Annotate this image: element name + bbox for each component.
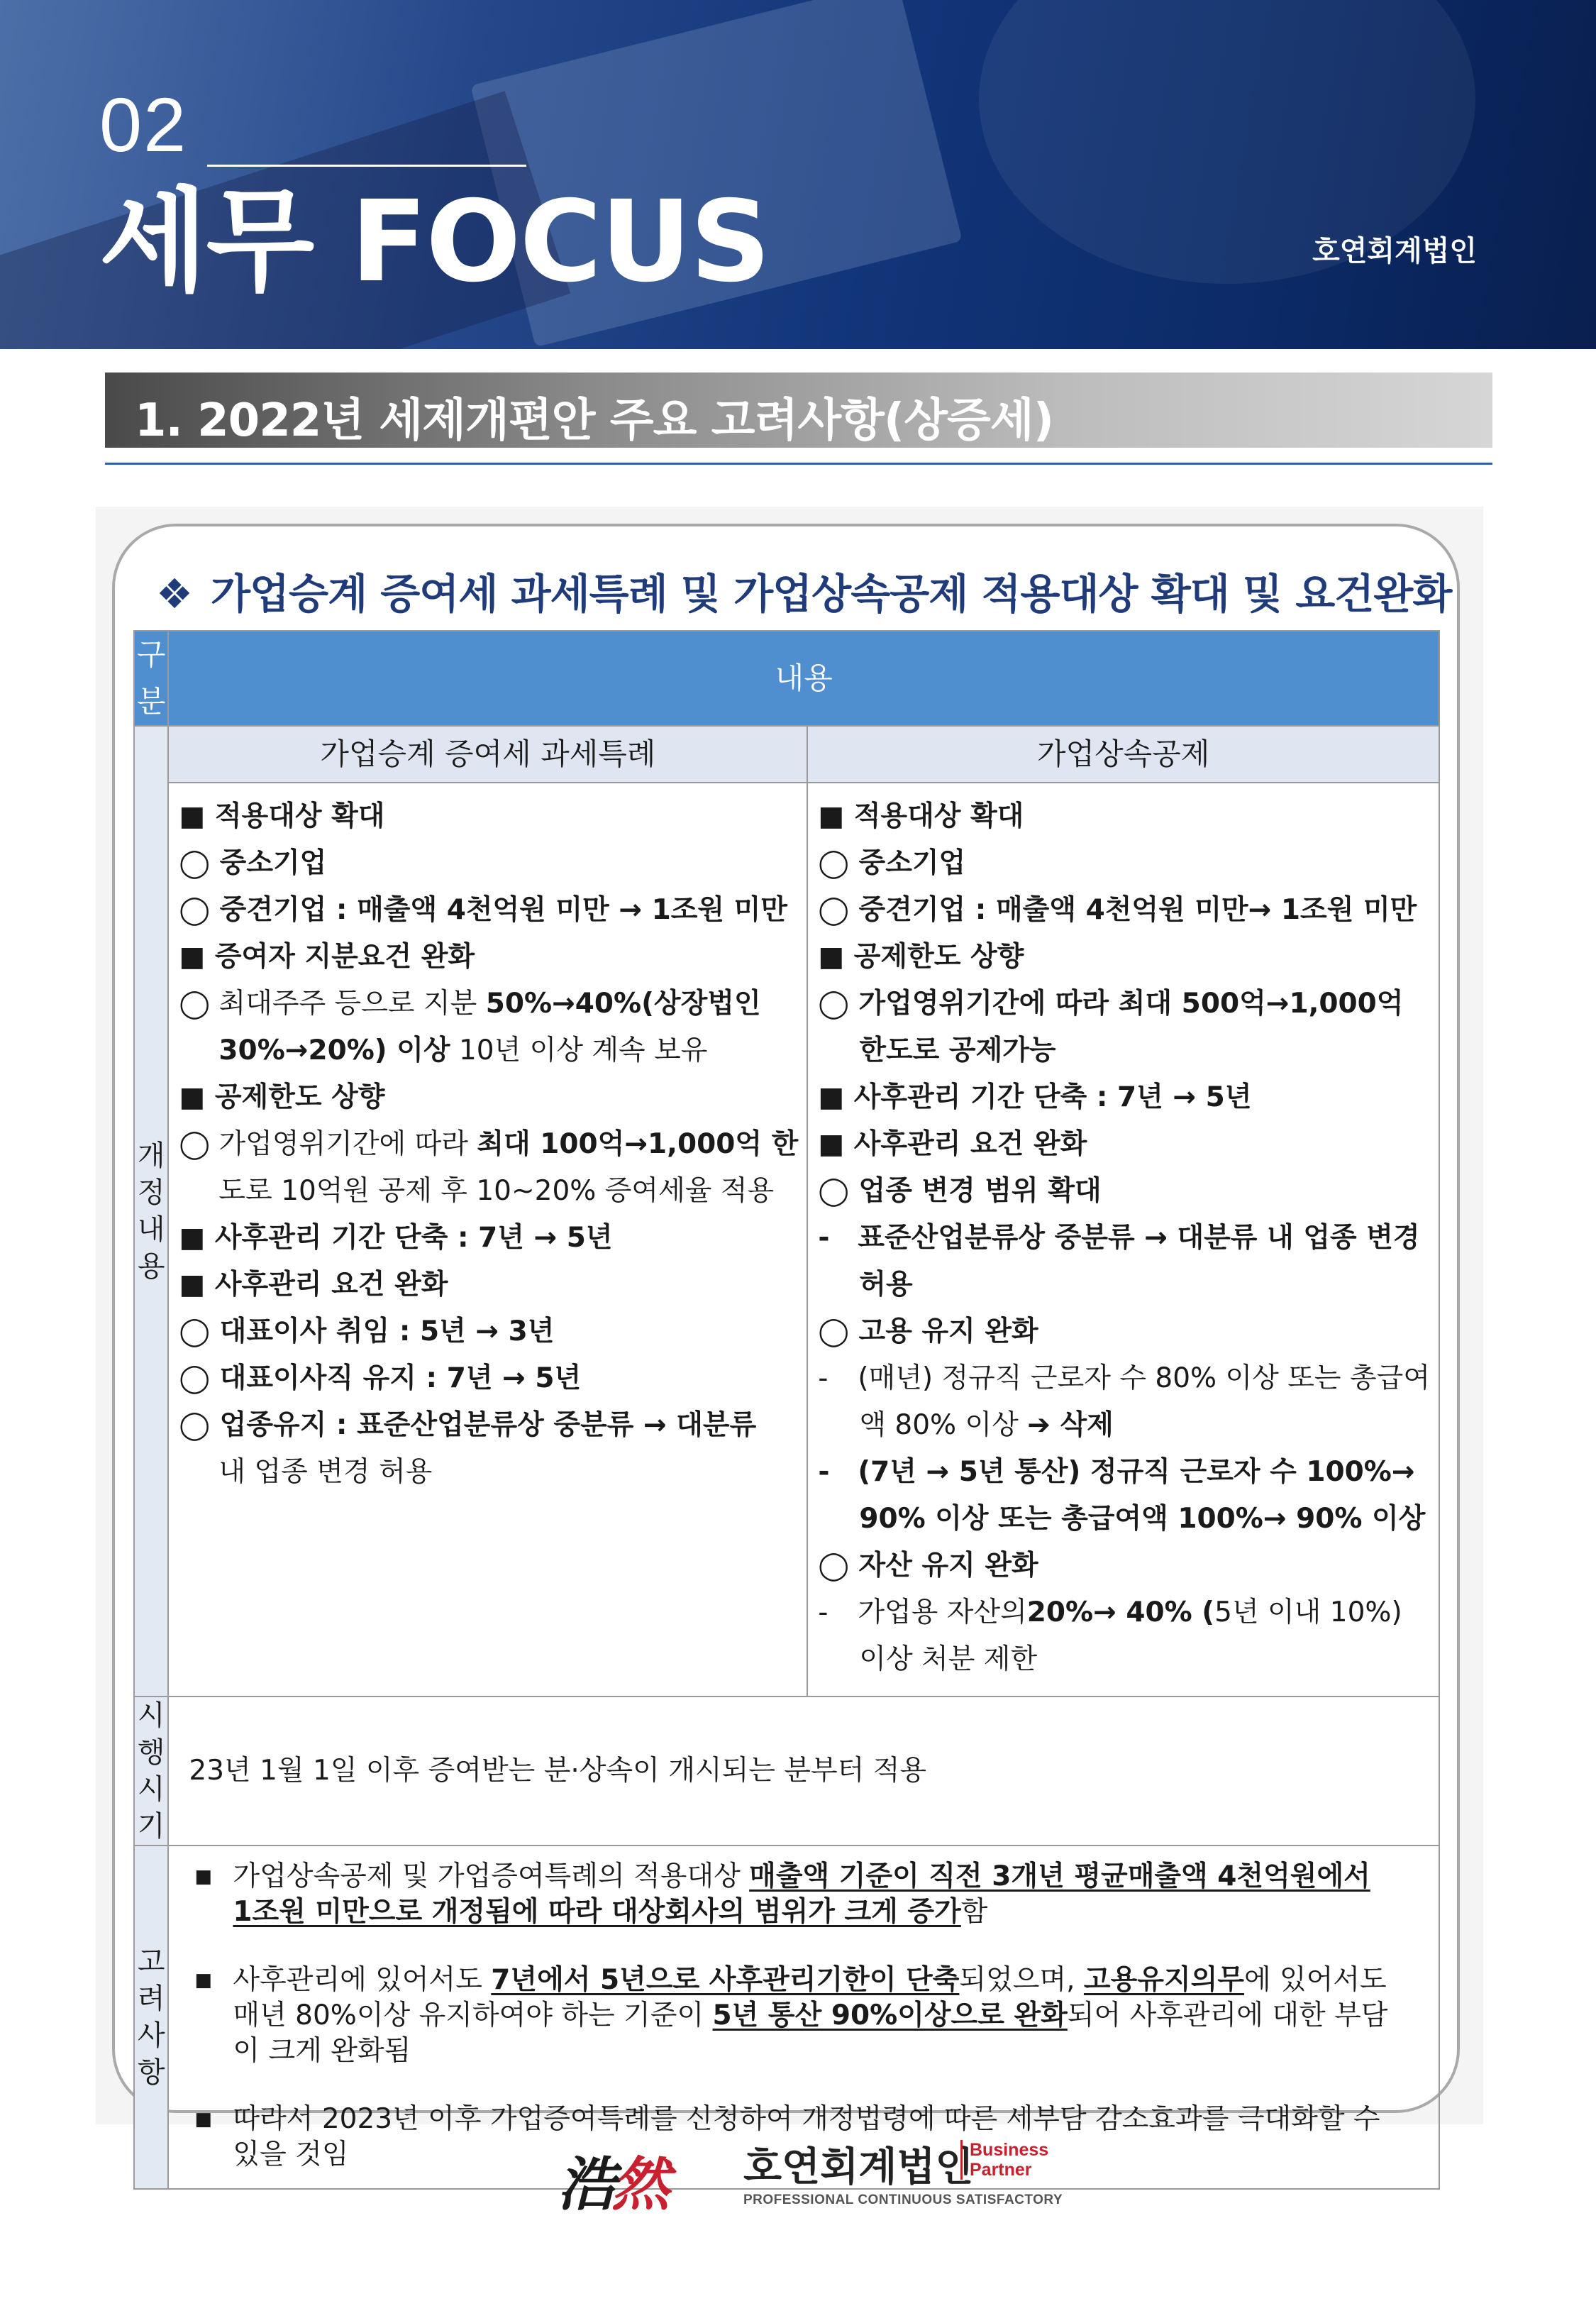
list-item — [818, 1402, 1430, 1449]
list-item: ◯ 중소기업 — [179, 847, 327, 879]
list-item — [189, 1963, 1396, 2069]
note-text: 따라서 2023년 이후 가업증여특례를 신청하여 개정법령에 따른 세부담 감소효과를 극대화할 수 있을 것임 — [233, 2103, 1380, 2170]
list-item: ■ 사후관리 요건 완화 — [818, 1128, 1087, 1160]
diamond-bullet-icon: ❖ — [156, 570, 192, 618]
list-item-text: 10년 이상 계속 보유 — [450, 1035, 708, 1066]
note-emphasis: 5년 통산 90%이상으로 완화 — [712, 1999, 1068, 2031]
note-emphasis: 7년에서 5년으로 사후관리기한이 단축 — [491, 1964, 960, 1996]
list-item-emphasis: 50%→40%(상장법인 — [485, 988, 761, 1020]
card-heading — [156, 561, 1451, 620]
table-row-effective-date — [134, 1697, 1439, 1846]
list-item — [818, 1589, 1430, 1636]
row-label-effective-date: 시행 시기 — [134, 1697, 168, 1846]
section-title: 1. 2022년 세제개편안 주요 고려사항(상증세) — [135, 395, 1053, 447]
list-item-emphasis: 30%→20%) 이상 — [218, 1035, 450, 1066]
list-item-emphasis: 20%→ 40% ( — [1026, 1596, 1215, 1628]
list-item-text: ◯ 최대주주 등으로 지분 — [179, 988, 486, 1020]
list-item: ■ 사후관리 기간 단축 : 7년 → 5년 — [818, 1081, 1252, 1113]
list-item — [818, 1215, 1430, 1262]
list-item-emphasis: ➔ 삭제 — [1027, 1409, 1114, 1441]
list-item: ◯ 자산 유지 완화 — [818, 1550, 1038, 1582]
list-item: ◯ 중견기업 : 매출액 4천억원 미만→ 1조원 미만 — [818, 894, 1417, 926]
list-item-text: (7년 → 5년 통산) 정규직 근로자 수 100%→ — [858, 1456, 1415, 1488]
business-partner-line: Partner — [970, 2160, 1032, 2180]
list-item: ■ 사후관리 기간 단축 : 7년 → 5년 — [179, 1222, 613, 1254]
note-text — [233, 1963, 1396, 2069]
note-text-part: 되어 사후관리에 대한 부담이 크게 완화됨 — [233, 1999, 1388, 2067]
square-bullet-icon: ■ — [194, 1866, 212, 1887]
list-item: 이상 처분 제한 — [859, 1643, 1038, 1675]
footer-tagline: PROFESSIONAL CONTINUOUS SATISFACTORY — [743, 2192, 1063, 2207]
list-item: 도로 10억원 공제 후 10~20% 증여세율 적용 — [218, 1175, 775, 1207]
list-item: 90% 이상 또는 총급여액 100%→ 90% 이상 — [859, 1503, 1426, 1535]
list-item — [818, 1355, 1430, 1402]
note-text-part: 가업상속공제 및 가업증여특례의 적용대상 — [233, 1860, 750, 1892]
card-heading-text: 가업승계 증여세 과세특례 및 가업상속공제 적용대상 확대 및 요건완화 — [211, 570, 1452, 618]
square-bullet-icon: ■ — [194, 2109, 212, 2130]
list-item-text: ◯ 가업영위기간에 따라 — [179, 1128, 477, 1160]
list-item: 허용 — [859, 1269, 913, 1301]
list-item: ◯ 중소기업 — [818, 847, 966, 879]
note-text-part: 함 — [960, 1896, 988, 1928]
effective-date-text: 23년 1월 1일 이후 증여받는 분·상속이 개시되는 분부터 적용 — [168, 1697, 1439, 1846]
header-banner — [0, 0, 1596, 349]
list-item: ■ 공제한도 상향 — [818, 941, 1024, 973]
firm-logo-mark — [558, 2139, 665, 2222]
list-item: 내 업종 변경 허용 — [218, 1456, 433, 1488]
list-item: ◯ 고용 유지 완화 — [818, 1315, 1038, 1347]
square-bullet-icon: ■ — [194, 1970, 212, 1991]
list-item: ◯ 대표이사 취임 : 5년 → 3년 — [179, 1315, 555, 1347]
list-item: ■ 공제한도 상향 — [179, 1081, 385, 1113]
logo-glyph: 然 — [611, 2151, 665, 2219]
section-divider — [105, 463, 1492, 465]
list-item — [818, 1449, 1430, 1496]
list-item-text: 액 80% 이상 — [859, 1409, 1028, 1441]
issue-number-rule — [207, 165, 526, 167]
note-text-part: 사후관리에 있어서도 — [233, 1964, 492, 1996]
dash-marker: - — [818, 1456, 830, 1488]
list-item: ■ 사후관리 요건 완화 — [179, 1269, 448, 1301]
header-content: 내용 — [168, 631, 1439, 726]
list-item: ■ 증여자 지분요건 완화 — [179, 941, 475, 973]
list-item: ◯ 중견기업 : 매출액 4천억원 미만 → 1조원 미만 — [179, 894, 788, 926]
header-category: 구 분 — [134, 631, 168, 726]
list-item — [179, 981, 798, 1027]
dash-marker: - — [818, 1362, 829, 1394]
list-item: ■ 적용대상 확대 — [179, 800, 385, 832]
table-header-row — [134, 631, 1439, 726]
row-label-amendment: 개정 내용 — [134, 726, 168, 1697]
inheritance-deduction-details — [807, 783, 1439, 1697]
subheader-inheritance-deduction: 가업상속공제 — [807, 726, 1439, 783]
list-item — [189, 1859, 1396, 1930]
dash-marker: - — [818, 1596, 829, 1628]
footer-logo — [558, 2136, 1063, 2219]
note-emphasis: 매출액 기준이 직전 3개년 평균매출액 4천억원에서 1조원 미만으로 개정됨에 따라 대상회사의 범위가 크게 증가 — [233, 1860, 1370, 1928]
footer-firm-name: 호연회계법인 — [743, 2144, 974, 2190]
list-item: ■ 적용대상 확대 — [818, 800, 1024, 832]
note-text-part: 에 있어서도 매년 80%이상 유지하여야 하는 기준이 — [233, 1964, 1387, 2031]
list-item-text: 5년 이내 10%) — [1214, 1596, 1402, 1628]
list-item: ◯ 가업영위기간에 따라 최대 500억→1,000억 — [818, 988, 1404, 1020]
gift-tax-details — [168, 783, 807, 1697]
list-item-emphasis: 최대 100억→1,000억 한 — [477, 1128, 799, 1160]
firm-name: 호연회계법인 — [1312, 235, 1477, 267]
table-subheader-row — [134, 726, 1439, 783]
amendment-table — [133, 630, 1440, 2190]
row-label-considerations: 고려 사항 — [134, 1846, 168, 2189]
list-item-text: 표준산업분류상 중분류 → 대분류 내 업종 변경 — [858, 1222, 1420, 1254]
business-partner-label — [960, 2140, 1053, 2180]
subheader-gift-tax: 가업승계 증여세 과세특례 — [168, 726, 807, 783]
issue-number: 02 — [99, 82, 188, 167]
section-title-bar — [105, 373, 1492, 448]
page-title: 세무 FOCUS — [99, 177, 770, 307]
list-item: 한도로 공제가능 — [859, 1035, 1056, 1066]
list-item: ◯ 업종유지 : 표준산업분류상 중분류 → 대분류 — [179, 1409, 757, 1441]
list-item: ◯ 대표이사직 유지 : 7년 → 5년 — [179, 1362, 582, 1394]
business-partner-line: Business — [970, 2140, 1049, 2160]
table-row-amendment — [134, 783, 1439, 1697]
dash-marker: - — [818, 1222, 830, 1254]
list-item — [179, 1027, 798, 1074]
list-item: ◯ 업종 변경 범위 확대 — [818, 1175, 1102, 1207]
note-text-part: 되었으며, — [959, 1964, 1084, 1996]
list-item-text: (매년) 정규직 근로자 수 80% 이상 또는 총급여 — [858, 1362, 1430, 1394]
list-item — [179, 1121, 798, 1168]
list-item-text: 가업용 자산의 — [858, 1596, 1027, 1628]
note-text — [233, 1859, 1396, 1930]
logo-glyph: 浩 — [558, 2151, 611, 2219]
note-emphasis: 고용유지의무 — [1083, 1964, 1244, 1996]
